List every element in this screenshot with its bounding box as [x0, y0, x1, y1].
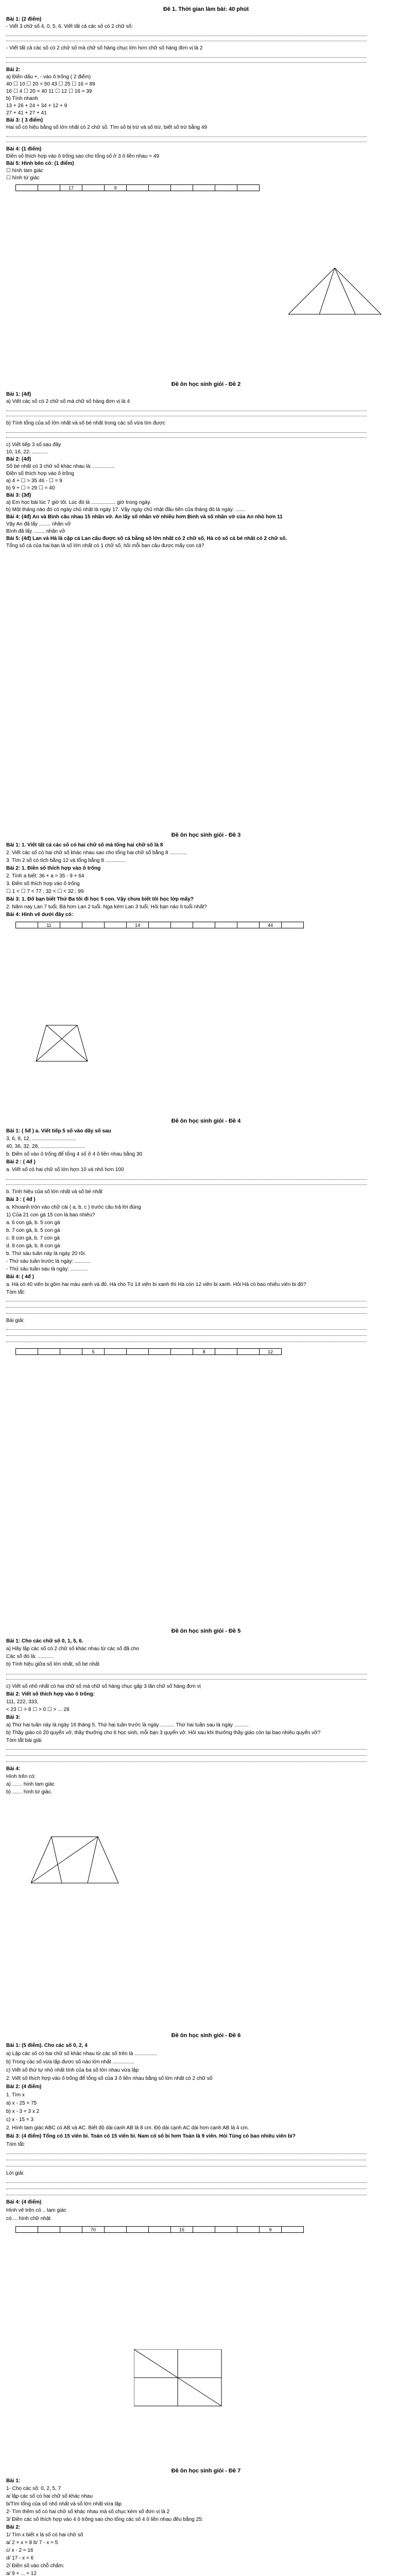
text-line: Bài 3: 1. Đố bạn biết Thứ Ba tôi đi học 5 con. Vậy chưa biết tôi học lớp mấy? — [6, 896, 194, 902]
text-line: 2- Tìm thêm số có hai chữ số khác nhau mà số chục kém số đơn vị là 2 — [6, 2509, 170, 2515]
figure-outline — [31, 1837, 118, 1883]
number-cell[interactable] — [171, 1349, 193, 1355]
number-cell[interactable]: 8 — [193, 1349, 215, 1355]
answer-line — [6, 415, 367, 416]
answer-line — [6, 62, 367, 63]
text-line: 2. Hình tam giác ABC có AB và AC. Biết độ dài cạnh AB là 8 cm. Độ dài cạnh AC dài hơn cạnh AB là 4 cm. — [6, 2125, 249, 2131]
text-line: d/ 17 - x = 6 — [6, 2555, 34, 2561]
number-cell[interactable]: 12 — [260, 1349, 282, 1355]
answer-line — [6, 1761, 367, 1762]
number-cell[interactable] — [60, 2227, 82, 2233]
text-line: 1) Của 21 con gà 15 con là bao nhiêu? — [6, 1212, 95, 1218]
number-cell[interactable] — [16, 2227, 38, 2233]
text-line: Bài 5: Hình bên có: (1 điểm) — [6, 161, 74, 166]
text-line: 27 + 41 + 27 + 41 — [6, 110, 47, 116]
text-line: 13 + 26 + 24 + 34 + 12 + 9 — [6, 103, 67, 109]
number-cell[interactable] — [171, 922, 193, 928]
text-line: Bài 2: (4 điểm) — [6, 2084, 42, 2090]
number-cell[interactable] — [149, 922, 171, 928]
text-line: Bình đã lấy ........ nhãn vở — [6, 529, 65, 534]
text-line: c/ x - 2 = 16 — [6, 2548, 33, 2553]
text-line: a/ 2 + x = 8 b/ 7 - x = 5 — [6, 2540, 58, 2546]
text-line: Tổng số cá của hai bạn là số lớn nhất có 1 chữ số, hỏi mỗi bạn câu được mấy con cá? — [6, 543, 204, 549]
text-line: b) Tính tổng của số lớn nhất và số bé nhất trong các số vừa tìm được — [6, 420, 165, 426]
text-line: a. Viết số có hai chữ số lớn hơn 10 và nhỏ hơn 100 — [6, 1167, 124, 1173]
text-line: b) Tính hiệu giữa số lớn nhất, số bé nhất — [6, 1662, 99, 1667]
text-line: ☐ hình tam giác — [6, 168, 43, 174]
figure-inner-lines — [36, 1025, 88, 1061]
text-line: Bài 2: (4đ) — [6, 456, 31, 462]
number-cell[interactable]: 9 — [260, 2227, 282, 2233]
answer-line — [6, 2188, 367, 2189]
figure-inner-lines — [134, 2349, 221, 2406]
text-line: 1. Tìm x — [6, 2092, 25, 2098]
answer-line — [6, 1679, 367, 1680]
text-line: Tóm tắt bài giải — [6, 1738, 42, 1743]
answer-line — [6, 2153, 367, 2154]
answer-line — [6, 1313, 367, 1314]
text-line: a) Viết các số có 2 chữ số mà chữ số hàng đơn vị là 4 — [6, 399, 130, 404]
number-row-table — [15, 2226, 304, 2233]
text-line: b. Điền số vào ô trống để tổng 4 số ở 4 ô liền nhau bằng 30 — [6, 1151, 142, 1157]
text-line: - Thứ sáu tuần trước là ngày: ........... — [6, 1259, 91, 1264]
number-cell[interactable] — [127, 1349, 149, 1355]
text-line: - Thứ sáu tuần sau là ngày: ............ — [6, 1266, 88, 1272]
number-cell[interactable] — [215, 185, 237, 191]
number-cell[interactable] — [237, 1349, 260, 1355]
text-line: 2/ Điền số vào chỗ chấm: — [6, 2563, 64, 2569]
answer-line — [6, 35, 367, 36]
text-line: 2. Viết số thích hợp vào ô trống để tổng số của 3 ô liền nhau bằng số lớn nhất có 2 chữ số — [6, 2076, 213, 2081]
text-line: a) Lập các số có hai chữ số khác nhau từ các số trên là ................ — [6, 2051, 158, 2057]
text-line: 40, 36, 32, 28, ............................... — [6, 1144, 85, 1149]
geometry-figure — [31, 1834, 119, 1887]
text-line: Bài 4: ( 4đ ) — [6, 1274, 34, 1280]
text-line: Bài 5: (4đ) Lan và Hà là cặp cả Lan cấu được số cá bằng số lớn nhất có 2 chữ số, Hà có số cá bé nhất có 2 chữ số. — [6, 536, 287, 541]
text-line: Bài 4: (4đ) An và Bình câu nhau 15 nhãn vở. An lấy số nhãn vở nhiều hơn Bình và số nhãn vở của An nhỏ hơn 11 — [6, 514, 283, 520]
number-cell[interactable] — [149, 185, 171, 191]
text-line: 3. Tìm 2 số có tích bằng 12 và tổng bằng 8 .............. — [6, 858, 126, 863]
answer-line — [6, 1755, 367, 1756]
number-cell[interactable] — [127, 2227, 149, 2233]
section-title: Đề 1. Thời gian làm bài: 40 phút — [163, 6, 249, 12]
text-line: b) Thầy giáo có 20 quyển vở, thầy thưởng cho 6 học sinh, mỗi bạn 3 quyển vở. Hỏi sau khi thưởng thầy giáo còn lại bao nhiêu quyển vở? — [6, 1730, 321, 1736]
text-line: Hình trên có: — [6, 1774, 36, 1780]
text-line: Hình vẽ trên có .. tam giác — [6, 2208, 66, 2213]
text-line: a) 4 + ☐ > 35 46 - ☐ = 9 — [6, 478, 62, 484]
text-line: 40 ☐ 10 ☐ 20 = 50 43 ☐ 25 ☐ 16 = 89 — [6, 81, 95, 87]
text-line: - Viết tất cả các số có 2 chữ số mà chữ số hàng chục lớn hơn chữ số hàng đơn vị là 2 — [6, 45, 203, 51]
text-line: Bài 3: (3đ) — [6, 493, 31, 498]
text-line: 1/ Tìm x biết x là số có hai chữ số — [6, 2532, 83, 2538]
answer-line — [6, 2165, 367, 2166]
text-line: Bài 3: — [6, 1715, 21, 1720]
number-cell[interactable] — [237, 922, 260, 928]
number-cell[interactable] — [105, 922, 127, 928]
geometry-figure — [134, 2349, 222, 2407]
text-line: ☐ 1 < ☐ 7 < 77 ; 32 < ☐ < 32 ; 99 — [6, 889, 84, 894]
answer-line — [6, 1179, 367, 1180]
section-title: Đề ôn học sinh giỏi - Đề 3 — [171, 832, 241, 838]
geometry-figure — [31, 1020, 94, 1067]
text-line: Tóm tắt: — [6, 2142, 25, 2147]
text-line: d. 9 con gà, b. 8 con gà — [6, 1243, 60, 1249]
answer-line — [6, 1673, 367, 1674]
text-line: Bài 3 : ( 4đ ) — [6, 1197, 36, 1202]
text-line: Điền số thích hợp vào ô trống — [6, 471, 74, 477]
text-line: ☐ hình tứ giác — [6, 175, 40, 181]
number-cell[interactable] — [193, 2227, 215, 2233]
text-line: a. Hà có 40 viên bi gồm hai màu xanh và đỏ. Hà cho Tú 14 viên bi xanh thì Hà còn 12 viên bi xanh. Hỏi Hà có bao nhiêu viên bi đỏ? — [6, 1282, 306, 1287]
text-line: Bài 2: — [6, 2524, 21, 2530]
geometry-figure — [288, 268, 382, 315]
section-title: Đề ôn học sinh giỏi - Đề 6 — [171, 2032, 241, 2039]
text-line: b. Thứ sáu tuần này là ngày 20 rồi. — [6, 1251, 86, 1257]
text-line: Bài 2: 1. Điền số thích hợp vào ô trống — [6, 866, 101, 871]
text-line: Bài 2: — [6, 67, 21, 73]
text-line: 111, 222, 333, — [6, 1699, 39, 1705]
text-line: 3/ Điền các số thích hợp vào 4 ô trống sao cho tổng các số 4 ô liền nhau đều bằng 25: — [6, 2517, 203, 2522]
text-line: Điền số thích hợp vào ô trống sao cho tổng số ở 3 ô liền nhau = 49 — [6, 154, 159, 159]
text-line: 10, 16, 22, ........... — [6, 449, 48, 455]
answer-line — [6, 2182, 367, 2183]
number-cell[interactable] — [16, 185, 38, 191]
text-line: Bài 4: (4 điểm) — [6, 2199, 42, 2205]
answer-line — [6, 57, 367, 58]
text-line: < 23 ☐ > 8 ☐ > 0 ☐ > ... 28 — [6, 1707, 70, 1713]
answer-line — [6, 437, 367, 438]
text-line: Bài giải: — [6, 1318, 25, 1324]
text-line: 16 ☐ 4 ☐ 20 = 40 11 ☐ 12 ☐ 16 = 39 — [6, 89, 92, 94]
text-line: Bài 1: (4đ) — [6, 392, 31, 397]
text-line: Bài 2: Viết số thích hợp vào ô trống: — [6, 1691, 95, 1697]
answer-line — [6, 1341, 367, 1342]
answer-line — [6, 2194, 367, 2195]
section-title: Đề ôn học sinh giỏi - Đề 4 — [171, 1118, 241, 1124]
number-cell[interactable] — [82, 185, 105, 191]
number-row-table — [15, 1348, 282, 1355]
text-line: c) x - 15 = 3 — [6, 2117, 34, 2123]
text-line: a) Em học bài lúc 7 giờ tối. Lúc đó là ................. giờ trong ngày. — [6, 500, 151, 505]
text-line: 2. Tính a biết: 36 + a = 35 - 9 + 64 — [6, 873, 84, 879]
text-line: Bài 3: ( 3 điểm) — [6, 117, 43, 123]
number-cell[interactable] — [38, 1349, 60, 1355]
text-line: a) Thứ hai tuần này là ngày 16 tháng 5. Thứ hai tuần trước là ngày .......... Thứ hai tuần sau là ngày .......... — [6, 1722, 249, 1728]
section-title: Đề ôn học sinh giỏi - Đề 2 — [171, 381, 241, 387]
text-line: a/ lập các số có hai chữ số khác nhau — [6, 2494, 93, 2499]
text-line: a. 6 con gà, b. 5 con gà — [6, 1220, 60, 1226]
text-line: Vậy An đã lấy ........ nhãn vở — [6, 521, 71, 527]
answer-line — [6, 136, 367, 137]
number-cell[interactable]: 70 — [82, 2227, 105, 2233]
text-line: c) Viết số thứ tự nhỏ nhất tính của ba số lớn nhau vừa lập — [6, 2067, 139, 2073]
number-cell[interactable] — [82, 922, 105, 928]
text-line: có ... hình chữ nhật — [6, 2216, 51, 2222]
number-cell[interactable] — [193, 185, 215, 191]
number-cell[interactable] — [149, 1349, 171, 1355]
section-title: Đề ôn học sinh giỏi - Đề 5 — [171, 1628, 241, 1634]
text-line: b) Tính nhanh — [6, 96, 39, 101]
number-cell[interactable]: 9 — [105, 185, 127, 191]
text-line: Bài 1: 1. Viết tất cả các số có hai chữ số mà tổng hai chữ số là 8 — [6, 842, 163, 848]
answer-line — [6, 432, 367, 433]
text-line: b) Một tháng nào đó có ngày chủ nhật là ngày 17. Vậy ngày chủ nhật đầu tiên của tháng đó là ngày: ....... — [6, 507, 246, 513]
text-line: b. 7 con gà, b. 5 con gà — [6, 1228, 60, 1233]
text-line: Bài 2 : ( 4đ ) — [6, 1159, 36, 1165]
number-row-table — [15, 922, 304, 928]
text-line: Số bé nhất có 3 chữ số khác nhau là: ............... — [6, 464, 115, 469]
answer-line — [6, 1329, 367, 1330]
figure-outline — [288, 268, 381, 314]
number-cell[interactable] — [171, 185, 193, 191]
section-title: Đề ôn học sinh giỏi - Đề 7 — [171, 2468, 241, 2474]
answer-line — [6, 1749, 367, 1750]
number-cell[interactable]: 14 — [127, 922, 149, 928]
number-cell[interactable] — [16, 1349, 38, 1355]
text-line: Bài 3: (4 điểm) Tổng có 15 viên bi. Toán có 15 viên bi. Nam có số bi hơn Toán là 9 viên. Hỏi Tùng có bao nhiêu viên bi? — [6, 2133, 296, 2139]
text-line: - Viết 3 chữ số 4, 0, 5, 6. Viết tất cả các số có 2 chữ số: — [6, 24, 133, 29]
number-cell[interactable] — [193, 922, 215, 928]
number-cell[interactable] — [60, 1349, 82, 1355]
answer-line — [6, 1300, 367, 1301]
text-line: Bài 4: — [6, 1766, 21, 1772]
text-line: b) Trong các số vừa lập được số nào lớn nhất ............... — [6, 2059, 134, 2065]
answer-line — [6, 40, 367, 41]
answer-line — [6, 2159, 367, 2160]
number-row-table — [15, 184, 260, 191]
number-cell[interactable]: 11 — [38, 922, 60, 928]
number-cell[interactable]: 15 — [171, 2227, 193, 2233]
number-cell[interactable]: 17 — [60, 185, 82, 191]
number-cell[interactable] — [16, 922, 38, 928]
number-cell[interactable] — [149, 2227, 171, 2233]
text-line: a/ 9 + ... = 12 — [6, 2571, 37, 2576]
number-cell[interactable] — [60, 922, 82, 928]
text-line: c) Viết số nhỏ nhất có hai chữ số mà chữ số hàng chục gấp 3 lần chữ số hàng đơn vị — [6, 1684, 201, 1689]
text-line: b) x - 3 = 3 x 2 — [6, 2109, 40, 2114]
text-line: Bài 1: — [6, 2478, 21, 2484]
number-cell[interactable] — [105, 2227, 127, 2233]
number-cell[interactable] — [215, 2227, 237, 2233]
number-cell[interactable]: 44 — [260, 922, 282, 928]
text-line: a) x - 25 = 75 — [6, 2100, 37, 2106]
number-cell[interactable] — [215, 1349, 237, 1355]
text-line: Bài 4: (1 điểm) — [6, 146, 42, 152]
number-cell[interactable] — [282, 2227, 304, 2233]
number-cell[interactable] — [282, 922, 304, 928]
number-cell[interactable] — [237, 185, 260, 191]
number-cell[interactable] — [105, 1349, 127, 1355]
text-line: Lời giải: — [6, 2171, 25, 2176]
text-line: 3, 6, 9, 12, ............................... — [6, 1136, 77, 1142]
text-line: a) Hãy lập các số có 2 chữ số khác nhau từ các số đã cho — [6, 1646, 139, 1652]
text-line: b/Tìm tổng của số nhỏ nhất và số lớn nhất vừa lập — [6, 2501, 122, 2507]
text-line: c) Viết tiếp 3 số sau đây — [6, 442, 61, 448]
figure-inner-lines — [319, 268, 355, 314]
text-line: a. Khoanh tròn vào chữ cái ( a, b, c ) trước câu trả lời đúng — [6, 1205, 141, 1210]
number-cell[interactable] — [38, 185, 60, 191]
text-line: 3. Điền số thích hợp vào ô trống — [6, 881, 80, 887]
text-line: Các số đó là: ........... — [6, 1654, 54, 1659]
text-line: a) Điền dấu +, - vào ô trống ( 2 điểm) — [6, 74, 91, 80]
text-line: b) ....... hình tứ giác. — [6, 1789, 53, 1795]
text-line: Bài 1: ( 5đ ) a. Viết tiếp 5 số vào dãy số sau — [6, 1128, 111, 1134]
text-line: 1- Cho các số: 0, 2, 5, 7 — [6, 2486, 61, 2492]
number-cell[interactable]: 5 — [82, 1349, 105, 1355]
number-cell[interactable] — [215, 922, 237, 928]
number-cell[interactable] — [127, 185, 149, 191]
text-line: Bài 1: Cho các chữ số 0, 1, 5, 6. — [6, 1638, 83, 1644]
number-cell[interactable] — [237, 2227, 260, 2233]
answer-line — [6, 1335, 367, 1336]
text-line: Bài 1: (2 điểm) — [6, 16, 42, 22]
text-line: 2. Năm nay Lan 7 tuổi, Bà hơn Lan 2 tuổi. Nga kém Lan 3 tuổi. Hỏi bạn nào ít tuổi nhất? — [6, 904, 207, 910]
text-line: Bài 1: (5 điểm). Cho các số 0, 2, 4 — [6, 2043, 88, 2048]
answer-line — [6, 1184, 367, 1185]
text-line: a) ....... hình tam giác — [6, 1782, 55, 1787]
text-line: Bài 4: Hình vẽ dưới đây có: — [6, 912, 73, 918]
text-line: Tóm tắt: — [6, 1290, 25, 1295]
text-line: b. Tính hiệu của số lớn nhất và số bé nhất — [6, 1189, 103, 1195]
text-line: c. 8 con gà, b. 7 con gà — [6, 1235, 60, 1241]
text-line: Hai số có hiệu bằng số lớn nhất có 2 chữ số. Tìm số bị trừ và số trừ, biết số trừ bằng 49 — [6, 125, 208, 130]
text-line: b) 9 + ☐ = 29 ☐ = 40 — [6, 485, 55, 491]
answer-line — [6, 410, 367, 411]
answer-line — [6, 1307, 367, 1308]
figure-outline — [36, 1025, 88, 1061]
answer-line — [6, 141, 367, 142]
number-cell[interactable] — [38, 2227, 60, 2233]
text-line: 2. Viết các số có hai chữ số khác nhau sao cho tổng hai chữ số bằng 8 ............ — [6, 850, 187, 856]
